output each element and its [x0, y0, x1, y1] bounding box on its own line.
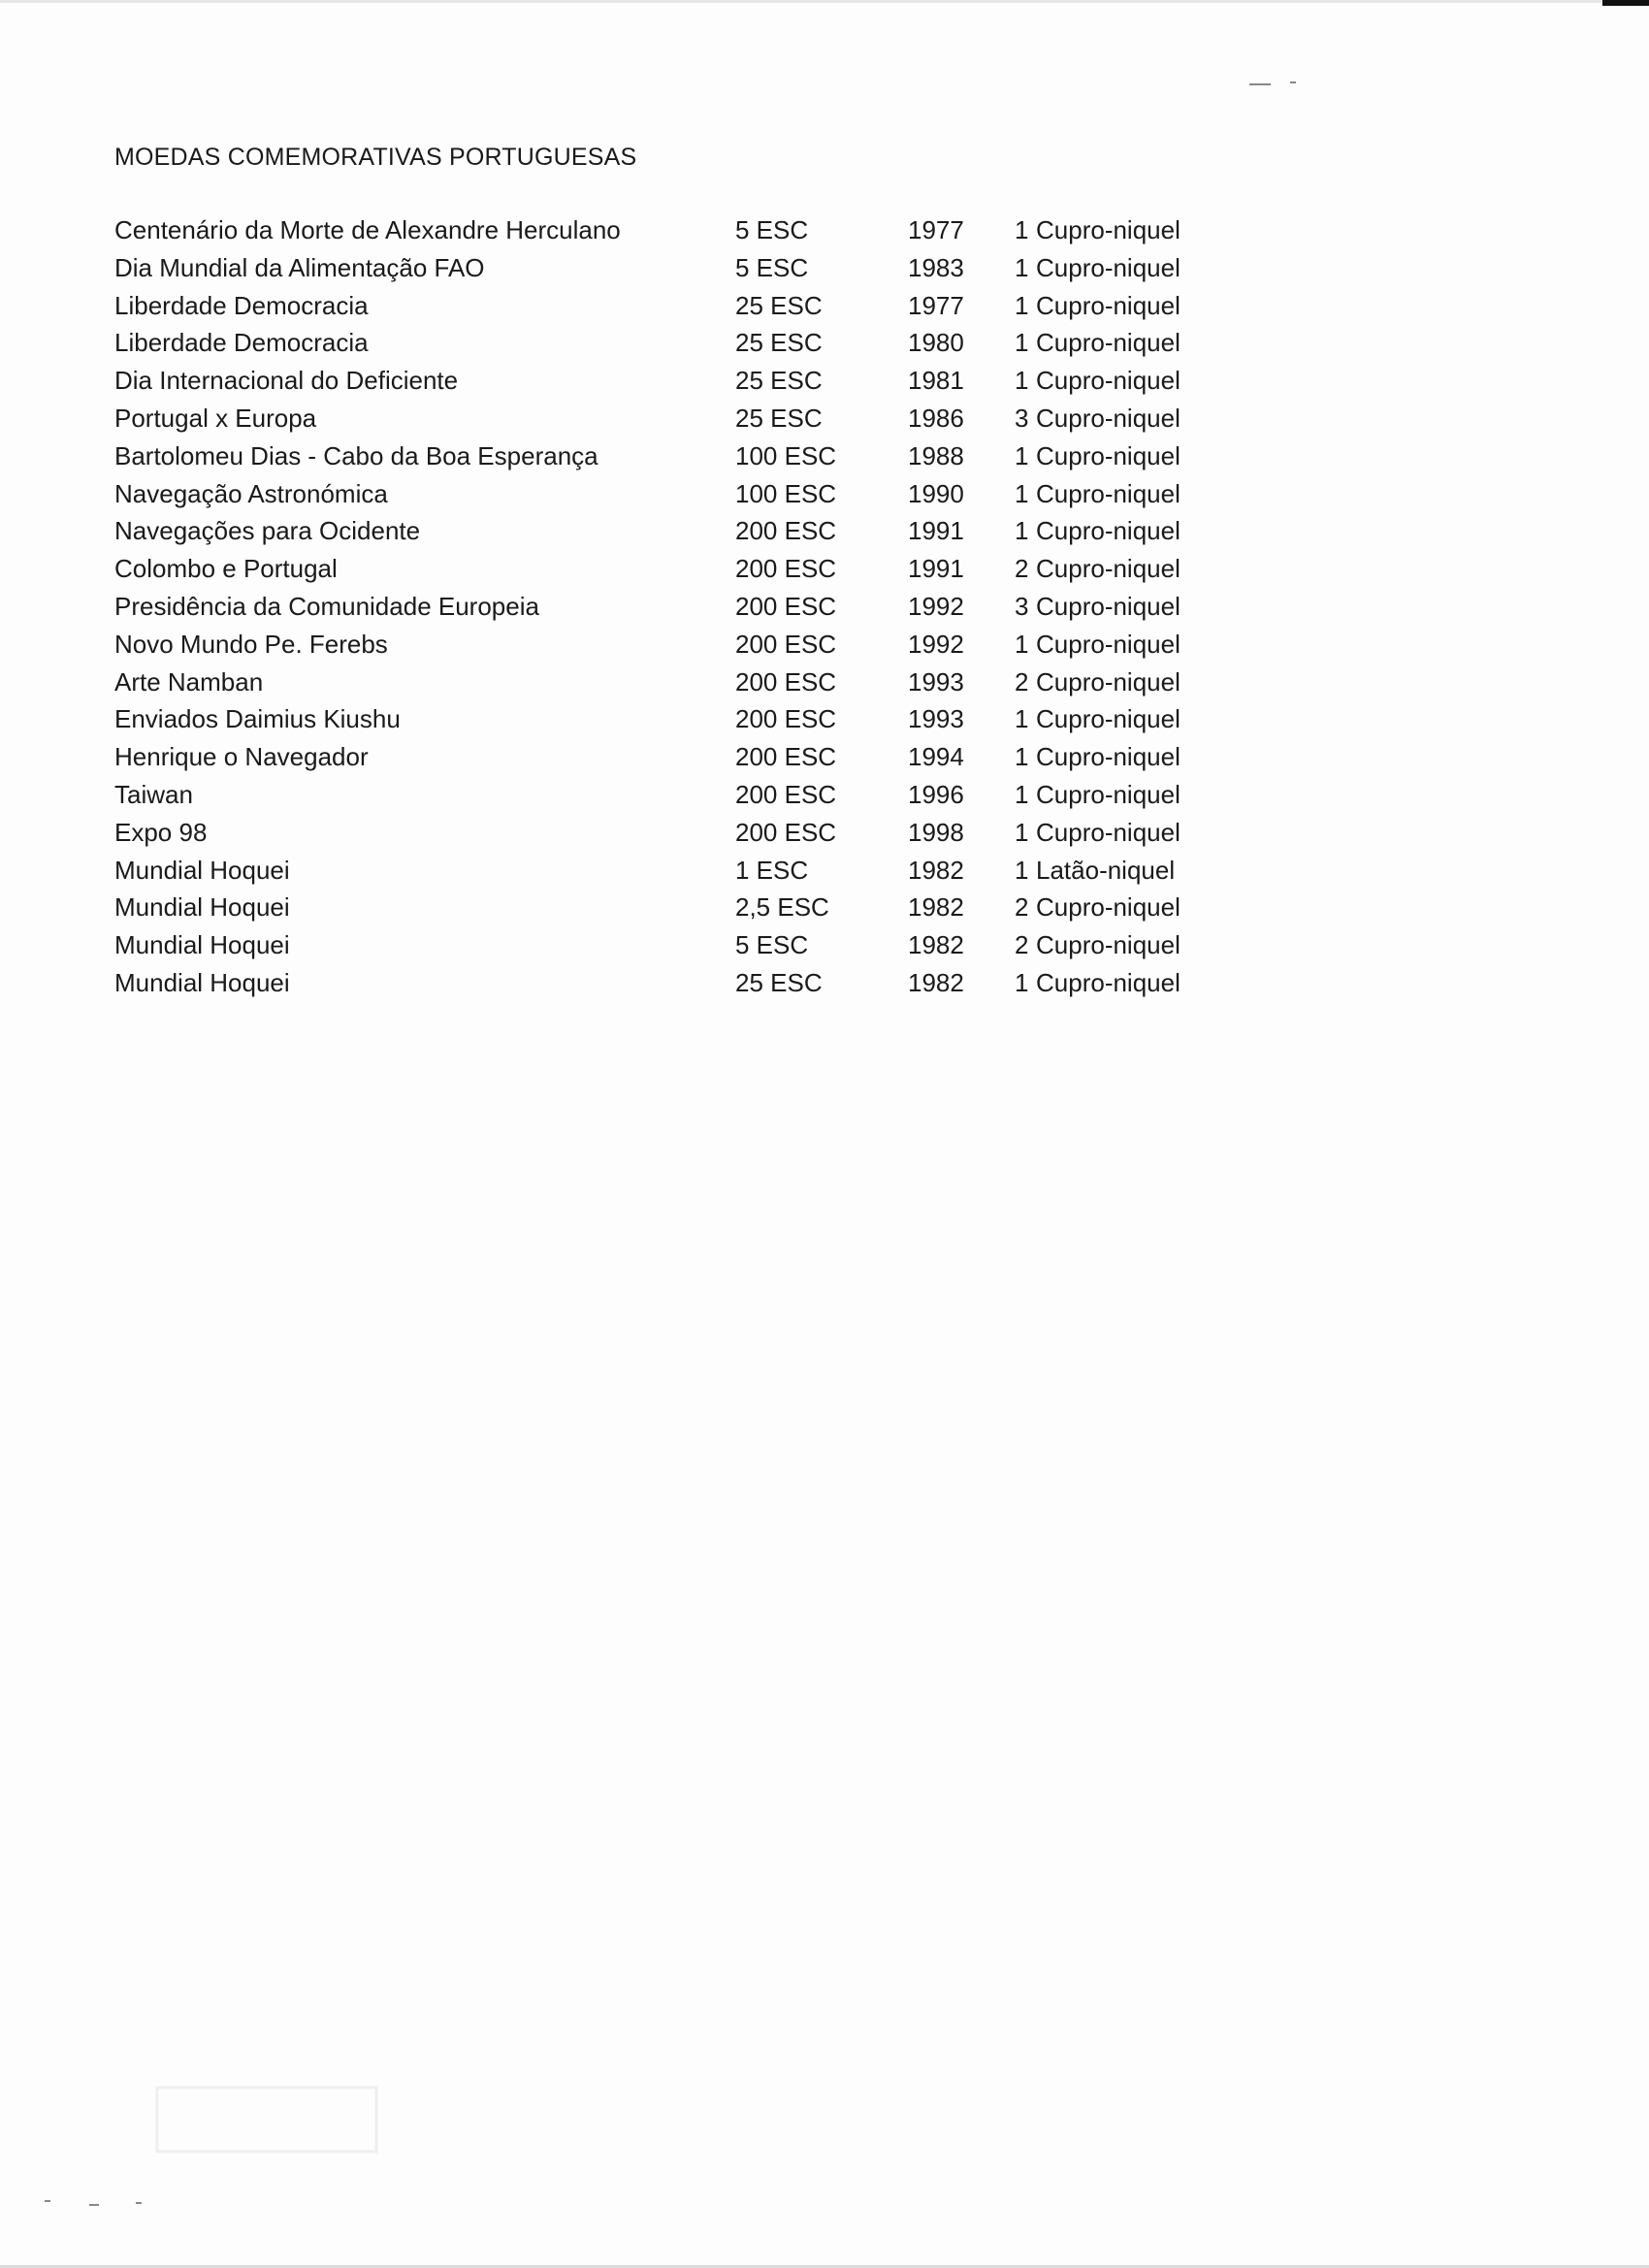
coin-year: 1993	[908, 704, 964, 734]
coin-quantity: 1	[1015, 817, 1029, 847]
coin-face-value: 200 ESC	[735, 591, 837, 621]
coin-face-value: 25 ESC	[735, 290, 823, 320]
coin-quantity: 2	[1015, 666, 1029, 697]
coin-quantity: 2	[1015, 554, 1029, 584]
coin-year: 1982	[908, 855, 964, 885]
coin-row	[114, 253, 1220, 291]
coin-quantity-material	[1015, 630, 1180, 660]
coin-quantity-material	[1015, 968, 1180, 998]
coin-quantity: 2	[1015, 892, 1029, 923]
coin-face-value: 200 ESC	[735, 554, 837, 584]
coin-year: 1977	[908, 215, 964, 244]
coin-material: Cupro-niquel	[1036, 290, 1180, 320]
coin-row	[114, 930, 1220, 968]
coin-quantity: 1	[1015, 779, 1029, 809]
coin-quantity: 1	[1015, 704, 1029, 734]
coin-quantity-material	[1015, 592, 1180, 622]
coin-name: Centenário da Morte de Alexandre Herculano	[114, 215, 621, 244]
coin-quantity-material	[1015, 930, 1180, 960]
coin-material: Cupro-niquel	[1036, 554, 1180, 584]
coin-face-value: 200 ESC	[735, 704, 837, 734]
coin-face-value: 200 ESC	[735, 742, 837, 772]
coin-quantity: 3	[1015, 403, 1029, 433]
coin-name: Bartolomeu Dias - Cabo da Boa Esperança	[114, 440, 598, 470]
coin-face-value: 25 ESC	[735, 403, 823, 433]
coin-material: Cupro-niquel	[1036, 440, 1180, 470]
coin-face-value: 2,5 ESC	[735, 892, 829, 923]
coin-face-value: 5 ESC	[735, 215, 809, 244]
coin-quantity-material	[1015, 667, 1180, 697]
coin-row	[114, 592, 1220, 630]
coin-year: 1981	[908, 366, 964, 396]
coin-name: Navegação Astronómica	[114, 478, 388, 508]
coin-face-value: 200 ESC	[735, 629, 837, 659]
coin-quantity-material	[1015, 704, 1180, 734]
coin-quantity: 1	[1015, 366, 1029, 396]
coin-year: 1991	[908, 554, 964, 584]
coin-face-value: 1 ESC	[735, 855, 809, 885]
coin-face-value: 25 ESC	[735, 328, 823, 358]
coin-row	[114, 968, 1220, 1006]
coin-year: 1982	[908, 930, 964, 960]
coin-quantity-material	[1015, 818, 1180, 848]
coin-name: Dia Mundial da Alimentação FAO	[114, 252, 485, 282]
coin-name: Novo Mundo Pe. Ferebs	[114, 629, 388, 659]
coin-material: Cupro-niquel	[1036, 215, 1180, 244]
coin-material: Cupro-niquel	[1036, 930, 1180, 960]
coin-quantity: 1	[1015, 252, 1029, 282]
coin-row	[114, 291, 1220, 329]
coin-quantity-material	[1015, 291, 1180, 321]
coin-row	[114, 441, 1220, 479]
coin-material: Cupro-niquel	[1036, 892, 1180, 923]
coin-quantity: 1	[1015, 629, 1029, 659]
coin-name: Expo 98	[114, 817, 208, 847]
coin-quantity: 1	[1015, 855, 1029, 885]
coin-name: Taiwan	[114, 779, 193, 809]
coin-year: 1980	[908, 328, 964, 358]
coin-name: Mundial Hoquei	[114, 930, 290, 960]
coin-material: Cupro-niquel	[1036, 591, 1180, 621]
coin-quantity: 1	[1015, 516, 1029, 546]
coin-quantity-material	[1015, 253, 1180, 283]
coin-name: Liberdade Democracia	[114, 328, 369, 358]
coin-name: Dia Internacional do Deficiente	[114, 366, 459, 396]
coin-row	[114, 667, 1220, 705]
coin-quantity: 1	[1015, 478, 1029, 508]
coin-material: Cupro-niquel	[1036, 704, 1180, 734]
coin-material: Cupro-niquel	[1036, 817, 1180, 847]
coin-year: 1977	[908, 290, 964, 320]
coin-face-value: 5 ESC	[735, 252, 809, 282]
coin-year: 1982	[908, 967, 964, 997]
coin-year: 1990	[908, 478, 964, 508]
coin-quantity-material	[1015, 366, 1180, 396]
coin-quantity-material	[1015, 892, 1180, 923]
coin-year: 1986	[908, 403, 964, 433]
coin-quantity: 1	[1015, 742, 1029, 772]
coin-name: Arte Namban	[114, 666, 264, 697]
coin-row	[114, 704, 1220, 742]
coin-material: Cupro-niquel	[1036, 366, 1180, 396]
coin-name: Mundial Hoquei	[114, 892, 290, 923]
coin-quantity-material	[1015, 441, 1180, 471]
coin-material: Cupro-niquel	[1036, 328, 1180, 358]
coin-quantity: 2	[1015, 930, 1029, 960]
coin-quantity: 1	[1015, 328, 1029, 358]
coin-row	[114, 516, 1220, 554]
coin-row	[114, 818, 1220, 856]
coin-quantity-material	[1015, 215, 1180, 245]
coin-material: Cupro-niquel	[1036, 629, 1180, 659]
coin-row	[114, 479, 1220, 517]
coin-name: Colombo e Portugal	[114, 554, 338, 584]
coin-name: Presidência da Comunidade Europeia	[114, 591, 539, 621]
coin-face-value: 200 ESC	[735, 817, 837, 847]
coin-material: Cupro-niquel	[1036, 478, 1180, 508]
coin-quantity: 3	[1015, 591, 1029, 621]
coin-year: 1998	[908, 817, 964, 847]
coin-year: 1991	[908, 516, 964, 546]
coin-quantity: 1	[1015, 290, 1029, 320]
scan-mark	[1602, 0, 1649, 6]
coin-quantity-material	[1015, 404, 1180, 434]
coin-year: 1982	[908, 892, 964, 923]
coin-row	[114, 892, 1220, 930]
coin-quantity-material	[1015, 328, 1180, 358]
coin-face-value: 100 ESC	[735, 440, 837, 470]
coin-face-value: 100 ESC	[735, 478, 837, 508]
coin-face-value: 5 ESC	[735, 930, 809, 960]
coin-material: Cupro-niquel	[1036, 666, 1180, 697]
coin-quantity-material	[1015, 554, 1180, 584]
coin-row	[114, 780, 1220, 818]
coin-material: Cupro-niquel	[1036, 252, 1180, 282]
coin-row	[114, 742, 1220, 780]
coin-row	[114, 366, 1220, 404]
coin-year: 1992	[908, 629, 964, 659]
document-title: MOEDAS COMEMORATIVAS PORTUGUESAS	[114, 144, 637, 171]
coin-quantity-material	[1015, 856, 1175, 886]
coin-name: Mundial Hoquei	[114, 855, 290, 885]
coin-material: Cupro-niquel	[1036, 967, 1180, 997]
coin-material: Cupro-niquel	[1036, 742, 1180, 772]
coin-year: 1983	[908, 252, 964, 282]
coin-quantity-material	[1015, 742, 1180, 772]
faint-stamp-mark	[155, 2086, 378, 2154]
coin-row	[114, 328, 1220, 366]
coin-table	[114, 215, 1220, 1006]
coin-quantity-material	[1015, 516, 1180, 546]
coin-quantity-material	[1015, 479, 1180, 509]
coin-face-value: 200 ESC	[735, 666, 837, 697]
scan-edge-top	[0, 0, 1649, 3]
coin-quantity-material	[1015, 780, 1180, 810]
coin-face-value: 200 ESC	[735, 516, 837, 546]
coin-name: Portugal x Europa	[114, 403, 317, 433]
coin-year: 1996	[908, 779, 964, 809]
coin-quantity: 1	[1015, 215, 1029, 244]
coin-year: 1993	[908, 666, 964, 697]
coin-name: Enviados Daimius Kiushu	[114, 704, 401, 734]
coin-row	[114, 404, 1220, 441]
coin-name: Navegações para Ocidente	[114, 516, 421, 546]
coin-face-value: 200 ESC	[735, 779, 837, 809]
coin-year: 1988	[908, 440, 964, 470]
coin-row	[114, 856, 1220, 893]
coin-year: 1994	[908, 742, 964, 772]
coin-face-value: 25 ESC	[735, 967, 823, 997]
coin-row	[114, 554, 1220, 592]
coin-quantity: 1	[1015, 967, 1029, 997]
coin-name: Henrique o Navegador	[114, 742, 369, 772]
coin-name: Mundial Hoquei	[114, 967, 290, 997]
coin-face-value: 25 ESC	[735, 366, 823, 396]
coin-year: 1992	[908, 591, 964, 621]
coin-quantity: 1	[1015, 440, 1029, 470]
coin-material: Latão-niquel	[1036, 855, 1176, 885]
coin-name: Liberdade Democracia	[114, 290, 369, 320]
coin-material: Cupro-niquel	[1036, 779, 1180, 809]
coin-material: Cupro-niquel	[1036, 516, 1180, 546]
coin-row	[114, 215, 1220, 253]
coin-row	[114, 630, 1220, 667]
coin-material: Cupro-niquel	[1036, 403, 1180, 433]
